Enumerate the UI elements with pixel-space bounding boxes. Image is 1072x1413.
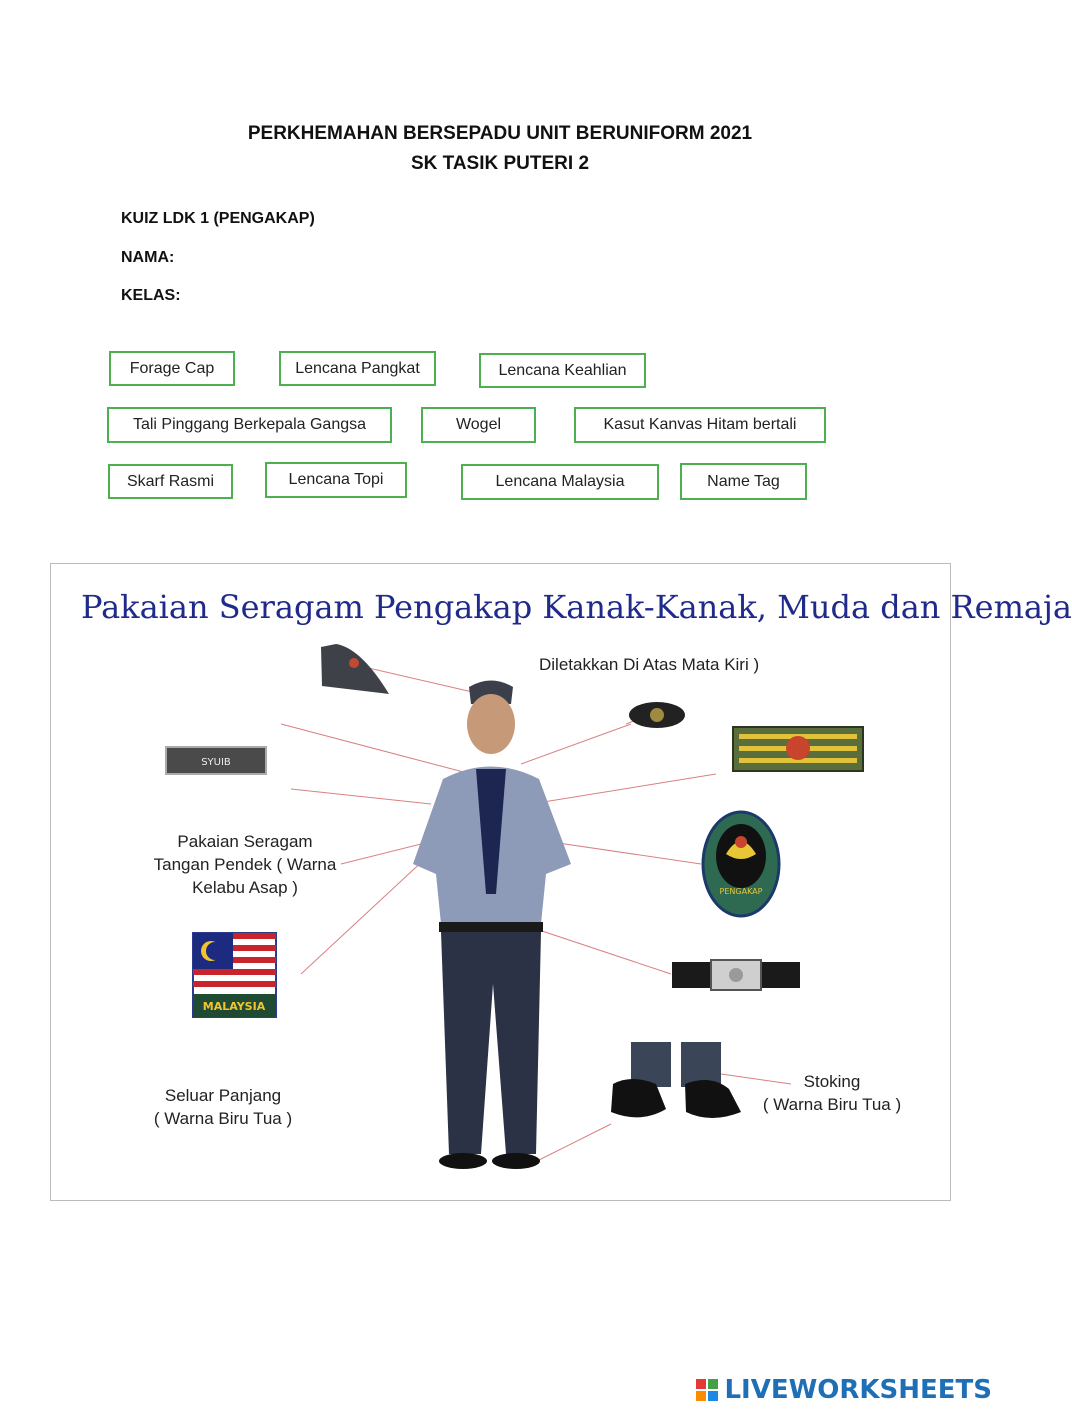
caption-socks-line2: ( Warna Biru Tua ) <box>762 1095 902 1114</box>
chip-forage-cap[interactable]: Forage Cap <box>109 351 235 386</box>
chip-wogel[interactable]: Wogel <box>421 407 536 443</box>
caption-shirt-line2: Tangan Pendek ( Warna <box>153 855 337 874</box>
chip-lencana-malaysia[interactable]: Lencana Malaysia <box>461 464 659 500</box>
caption-beret: Diletakkan Di Atas Mata Kiri ) <box>539 655 760 674</box>
shoes-image <box>611 1042 741 1118</box>
svg-text:MALAYSIA: MALAYSIA <box>202 1000 266 1013</box>
logo-grid-icon <box>696 1379 718 1401</box>
chip-tali-pinggang[interactable]: Tali Pinggang Berkepala Gangsa <box>107 407 392 443</box>
scout-figure <box>413 681 571 1170</box>
brand-name: LIVEWORKSHEETS <box>724 1375 992 1405</box>
caption-trousers-line1: Seluar Panjang <box>164 1086 282 1105</box>
caption-socks-line1: Stoking <box>803 1072 861 1091</box>
caption-trousers-line2: ( Warna Biru Tua ) <box>153 1109 293 1128</box>
chip-name-tag[interactable]: Name Tag <box>680 463 807 500</box>
school-name: SK TASIK PUTERI 2 <box>410 153 590 174</box>
svg-text:PENGAKAP: PENGAKAP <box>719 887 763 896</box>
name-tag-image <box>166 747 266 774</box>
rank-badge-image <box>733 727 863 771</box>
svg-text:SYUIB: SYUIB <box>201 757 231 768</box>
worksheet-title: PERKHEMAHAN BERSEPADU UNIT BERUNIFORM 2021 <box>247 123 753 144</box>
name-label: NAMA: <box>121 249 175 266</box>
class-label: KELAS: <box>121 287 181 304</box>
liveworksheets-logo <box>696 1375 992 1405</box>
membership-badge-image <box>703 812 779 916</box>
chip-lencana-topi[interactable]: Lencana Topi <box>265 462 407 498</box>
malaysia-flag-image <box>193 933 276 1017</box>
caption-shirt-line1: Pakaian Seragam <box>177 832 313 851</box>
quiz-label: KUIZ LDK 1 (PENGAKAP) <box>121 210 315 227</box>
chip-skarf-rasmi[interactable]: Skarf Rasmi <box>108 464 233 499</box>
chip-lencana-pangkat[interactable]: Lencana Pangkat <box>279 351 436 386</box>
figure-title: Pakaian Seragam Pengakap Kanak-Kanak, Muda dan Remaja <box>81 588 1072 626</box>
cap-badge-image <box>629 702 685 728</box>
caption-shirt-line3: Kelabu Asap ) <box>192 878 298 897</box>
forage-cap-image <box>321 644 389 694</box>
belt-image <box>672 960 800 990</box>
chip-kasut-kanvas[interactable]: Kasut Kanvas Hitam bertali <box>574 407 826 443</box>
chip-lencana-keahlian[interactable]: Lencana Keahlian <box>479 353 646 388</box>
uniform-figure <box>50 563 1072 1201</box>
